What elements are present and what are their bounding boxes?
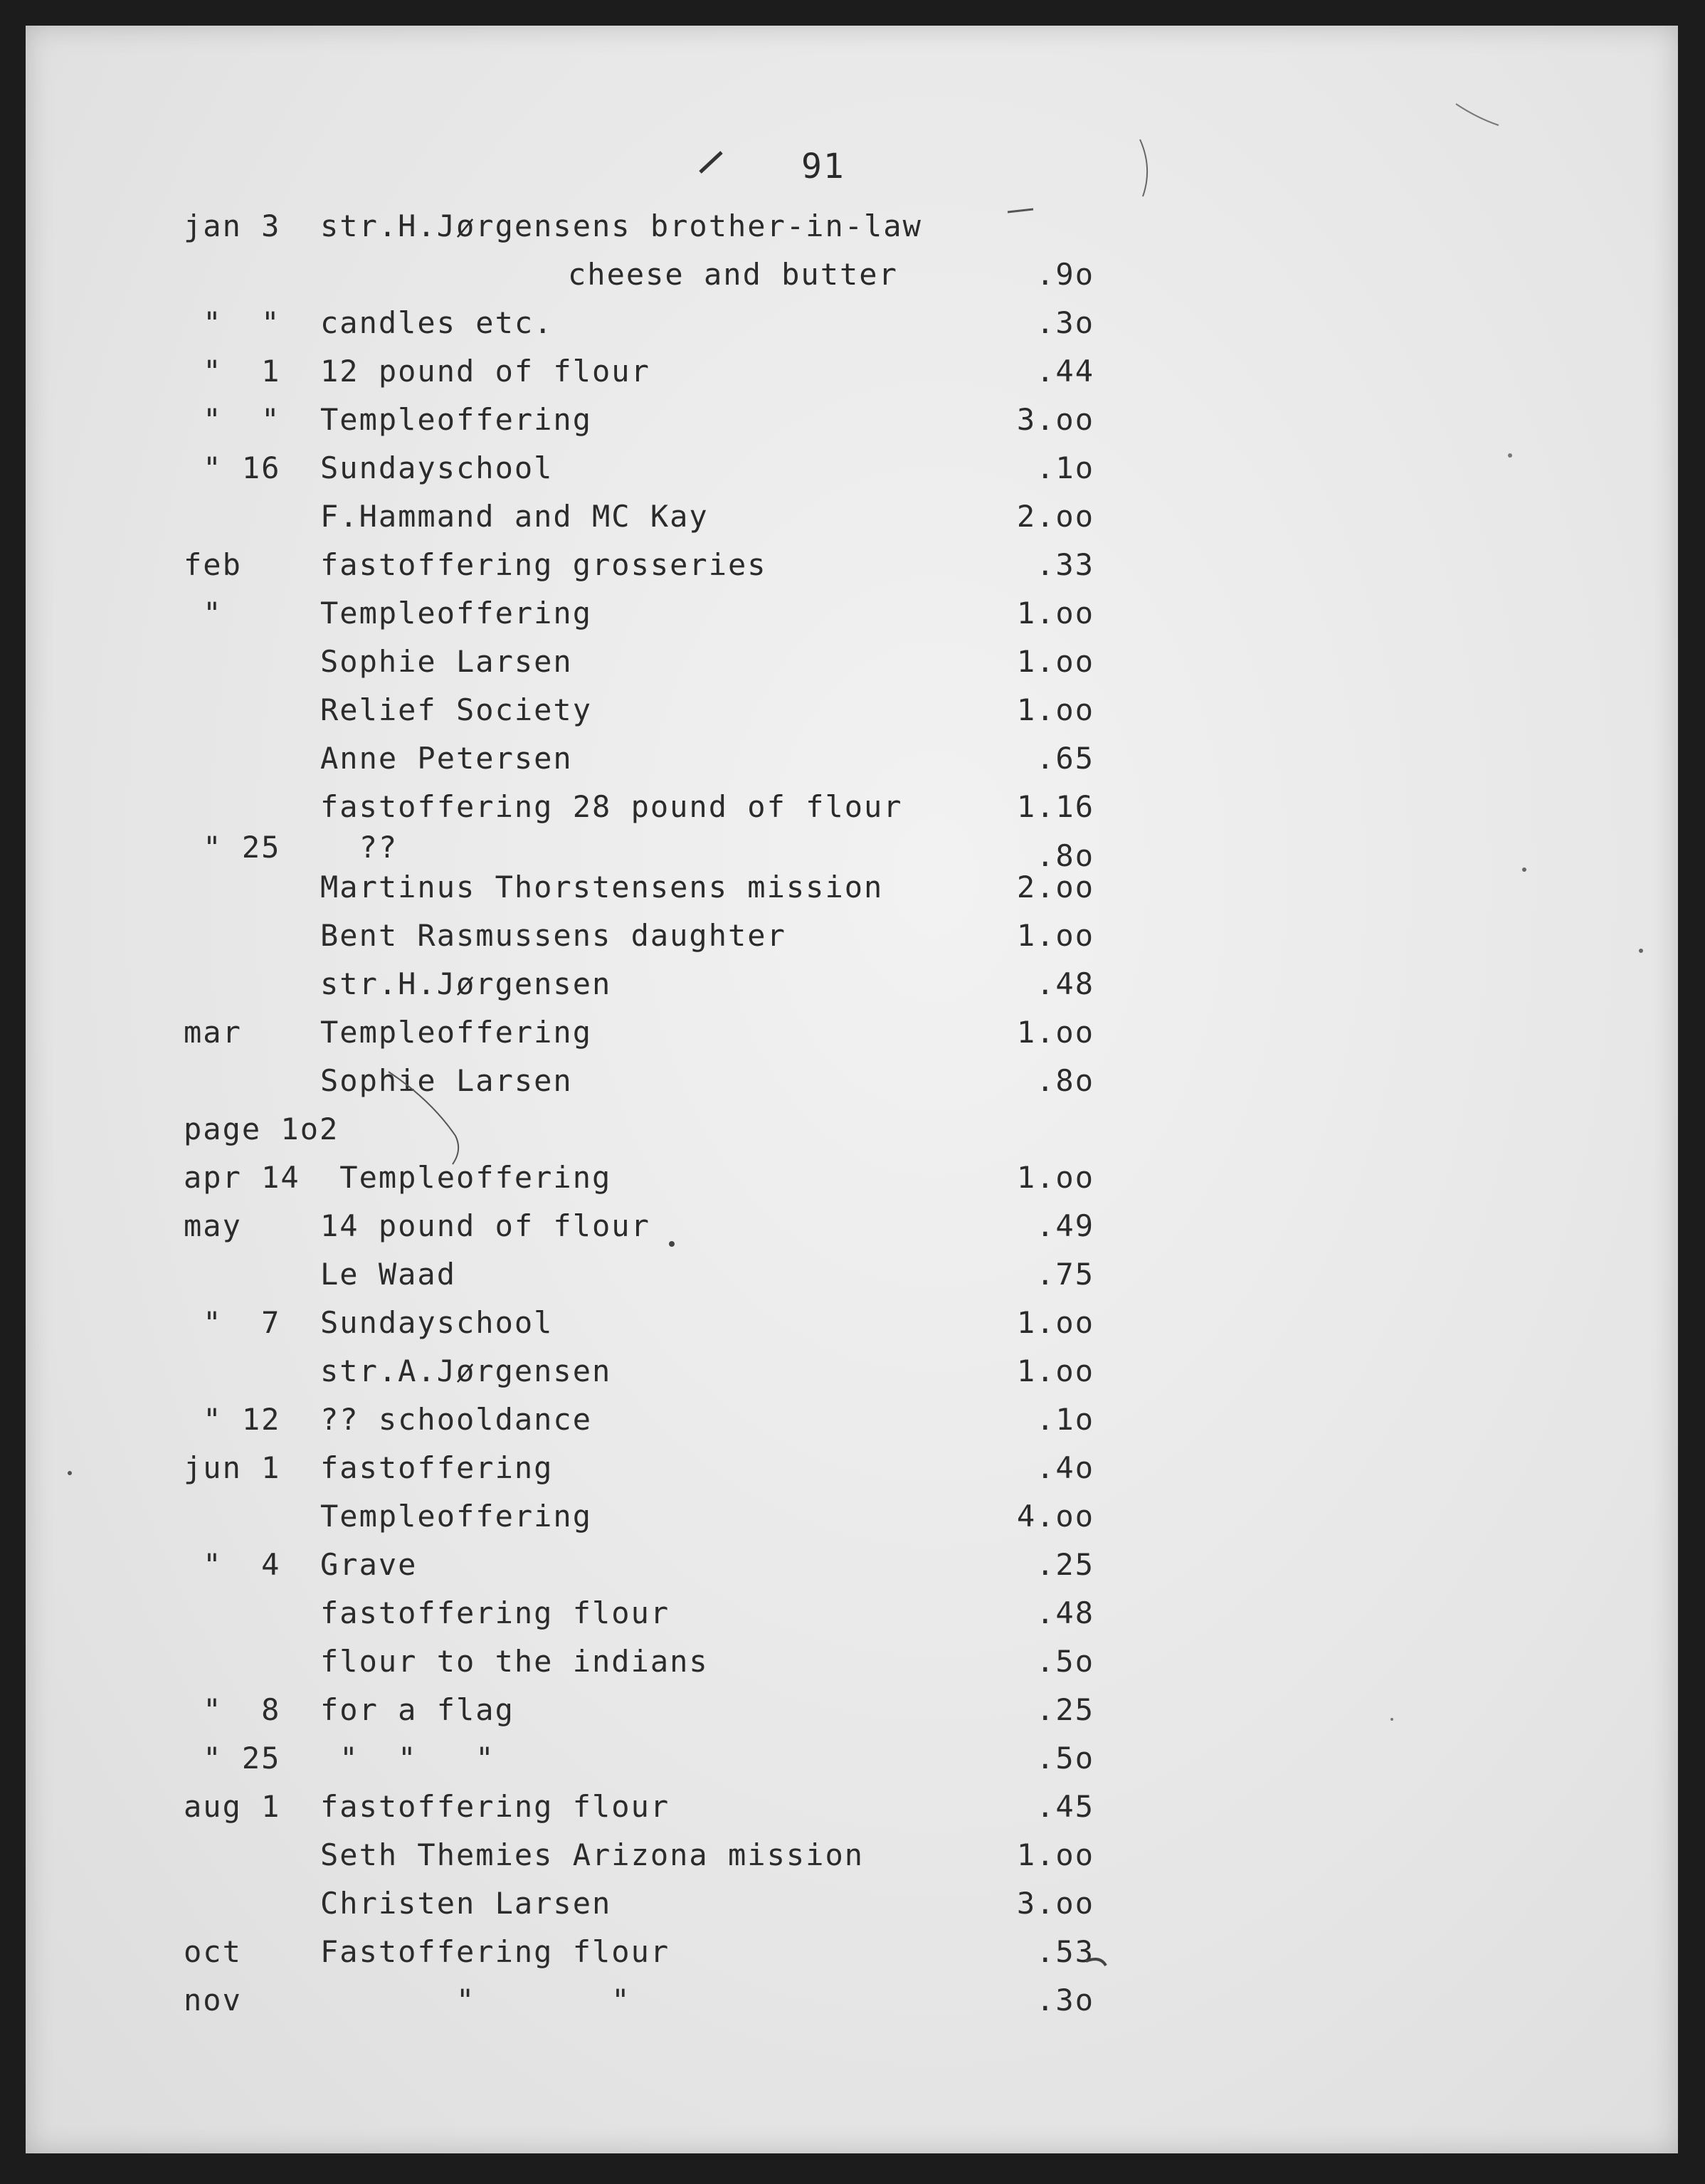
entry-amount: .75: [1036, 1257, 1094, 1292]
entry-amount: .48: [1036, 1595, 1094, 1630]
ink-dot: [1522, 867, 1526, 872]
ledger-row: [184, 638, 1094, 686]
entry-amount: 1.oo: [1016, 1354, 1094, 1388]
ledger-row: [184, 444, 1094, 492]
ledger-row: [184, 1492, 1094, 1541]
ink-dot: [1639, 949, 1643, 953]
ledger-row: [184, 686, 1094, 734]
entry-description: Bent Rasmussens daughter: [320, 918, 786, 953]
entry-amount: 1.16: [1016, 789, 1094, 824]
entry-date: " 4: [184, 1547, 281, 1582]
ledger-row: [184, 589, 1094, 638]
ledger-row: [184, 1057, 1094, 1105]
ink-dot: [68, 1471, 72, 1475]
entry-amount: .33: [1036, 547, 1094, 582]
entry-amount: .4o: [1036, 1450, 1094, 1485]
ledger-row: [184, 912, 1094, 960]
entry-description: cheese and butter: [568, 257, 898, 292]
entry-amount: .44: [1036, 354, 1094, 389]
entry-description: for a flag: [320, 1692, 514, 1727]
ledger-row: [184, 1250, 1094, 1299]
entry-date: " 7: [184, 1305, 281, 1340]
ledger-row: [184, 1637, 1094, 1686]
ledger-row: [184, 541, 1094, 589]
ledger-row: [184, 396, 1094, 444]
entry-amount: 1.oo: [1016, 1837, 1094, 1872]
ledger-row: [184, 1589, 1094, 1637]
entry-description: Sophie Larsen: [320, 1063, 573, 1098]
ledger-row: [184, 783, 1094, 831]
entry-date: " 25: [184, 830, 281, 865]
entry-date: " 12: [184, 1402, 281, 1437]
ledger-row: [184, 492, 1094, 541]
entry-description: Anne Petersen: [320, 741, 573, 776]
ledger-row: [184, 1686, 1094, 1734]
entry-amount: .3o: [1036, 1983, 1094, 2017]
entry-description: Templeoffering: [320, 1499, 593, 1534]
entry-date: jun 1: [184, 1450, 281, 1485]
entry-date: apr 14: [184, 1160, 300, 1195]
entry-amount: 1.oo: [1016, 1015, 1094, 1050]
entry-amount: .8o: [1036, 1063, 1094, 1098]
ledger-row: [184, 1299, 1094, 1347]
ledger-row: [184, 830, 1094, 873]
entry-description: Fastoffering flour: [320, 1934, 670, 1969]
page-number: 91: [801, 147, 845, 186]
entry-amount: .9o: [1036, 257, 1094, 292]
entry-description: " ": [320, 1983, 631, 2017]
ledger-row: [184, 1879, 1094, 1928]
entry-amount: .48: [1036, 966, 1094, 1001]
entry-description: Christen Larsen: [320, 1886, 612, 1921]
entry-date: ": [184, 596, 223, 631]
entry-amount: .45: [1036, 1789, 1094, 1824]
entry-amount: .25: [1036, 1547, 1094, 1582]
entry-description: flour to the indians: [320, 1644, 709, 1679]
ink-squiggle: [1456, 104, 1499, 125]
ledger-row: [184, 1105, 1094, 1154]
entry-description: Sundayschool: [320, 450, 554, 485]
entry-description: Grave: [320, 1547, 418, 1582]
entry-amount: .49: [1036, 1208, 1094, 1243]
entry-date: mar: [184, 1015, 242, 1050]
entry-date: may: [184, 1208, 242, 1243]
entry-description: fastoffering flour: [320, 1595, 670, 1630]
entry-description: Templeoffering: [320, 1015, 593, 1050]
entry-description: candles etc.: [320, 305, 554, 340]
ledger-row: [184, 960, 1094, 1008]
entry-amount: .1o: [1036, 450, 1094, 485]
entry-description: Templeoffering: [320, 596, 593, 631]
ledger-row: [184, 1734, 1094, 1783]
ink-dot: [1390, 1718, 1393, 1721]
entry-amount: 1.oo: [1016, 1305, 1094, 1340]
entry-amount: .25: [1036, 1692, 1094, 1727]
entry-description: 12 pound of flour: [320, 354, 650, 389]
entry-date: " 25: [184, 1741, 281, 1776]
entry-date: nov: [184, 1983, 242, 2017]
pencil-curve: [1140, 139, 1147, 196]
entry-amount: 4.oo: [1016, 1499, 1094, 1534]
entry-description: str.H.Jørgensens brother-in-law: [320, 209, 922, 243]
entry-amount: 3.oo: [1016, 1886, 1094, 1921]
entry-description: ?? schooldance: [320, 1402, 593, 1437]
ledger: [184, 202, 1094, 2025]
ledger-row: [184, 1154, 1094, 1202]
entry-date: oct: [184, 1934, 242, 1969]
ledger-row: [184, 734, 1094, 783]
entry-description: Seth Themies Arizona mission: [320, 1837, 865, 1872]
entry-date: jan 3: [184, 209, 281, 243]
entry-description: str.H.Jørgensen: [320, 966, 612, 1001]
entry-description: Sophie Larsen: [320, 644, 573, 679]
entry-amount: 1.oo: [1016, 1160, 1094, 1195]
entry-description: Templeoffering: [320, 1160, 612, 1195]
entry-amount: .1o: [1036, 1402, 1094, 1437]
entry-description: fastoffering flour: [320, 1789, 670, 1824]
ledger-row: [184, 1831, 1094, 1879]
entry-amount: .65: [1036, 741, 1094, 776]
page-reference-note: page 1o2: [184, 1112, 339, 1146]
ledger-row: [184, 1202, 1094, 1250]
ledger-row: [184, 1396, 1094, 1444]
ledger-row: [184, 202, 1094, 250]
ledger-row: [184, 1008, 1094, 1057]
entry-description: Martinus Thorstensens mission: [320, 870, 884, 904]
entry-description: Sundayschool: [320, 1305, 554, 1340]
entry-amount: 2.oo: [1016, 499, 1094, 534]
entry-description: " " ": [320, 1741, 495, 1776]
entry-date: " ": [184, 305, 281, 340]
entry-amount: 1.oo: [1016, 918, 1094, 953]
entry-amount: 1.oo: [1016, 644, 1094, 679]
entry-description: str.A.Jørgensen: [320, 1354, 612, 1388]
ink-dot: [1508, 453, 1512, 458]
ledger-row: [184, 250, 1094, 299]
ledger-row: [184, 1541, 1094, 1589]
ledger-row: [184, 1928, 1094, 1976]
entry-date: " ": [184, 402, 281, 437]
ledger-row: [184, 347, 1094, 396]
entry-date: feb: [184, 547, 242, 582]
entry-description: ??: [320, 830, 398, 865]
document-page: [26, 26, 1678, 2153]
pencil-mark: [700, 152, 722, 172]
ledger-row: [184, 1347, 1094, 1396]
ledger-row: [184, 1976, 1094, 2025]
entry-description: fastoffering grosseries: [320, 547, 767, 582]
ledger-row: [184, 1444, 1094, 1492]
entry-amount: 3.oo: [1016, 402, 1094, 437]
ledger-row: [184, 299, 1094, 347]
entry-amount: 1.oo: [1016, 692, 1094, 727]
entry-date: " 8: [184, 1692, 281, 1727]
entry-description: Le Waad: [320, 1257, 457, 1292]
entry-description: fastoffering 28 pound of flour: [320, 789, 903, 824]
entry-date: aug 1: [184, 1789, 281, 1824]
entry-date: " 1: [184, 354, 281, 389]
entry-description: Relief Society: [320, 692, 593, 727]
entry-amount: .5o: [1036, 1741, 1094, 1776]
entry-amount: 1.oo: [1016, 596, 1094, 631]
entry-amount: .8o: [1036, 838, 1094, 873]
entry-description: Templeoffering: [320, 402, 593, 437]
entry-description: fastoffering: [320, 1450, 554, 1485]
entry-amount: 2.oo: [1016, 870, 1094, 904]
entry-amount: .3o: [1036, 305, 1094, 340]
entry-description: 14 pound of flour: [320, 1208, 650, 1243]
entry-description: F.Hammand and MC Kay: [320, 499, 709, 534]
entry-amount: .5o: [1036, 1644, 1094, 1679]
ledger-row: [184, 1783, 1094, 1831]
ledger-row: [184, 863, 1094, 912]
entry-amount: .53: [1036, 1934, 1094, 1969]
entry-date: " 16: [184, 450, 281, 485]
